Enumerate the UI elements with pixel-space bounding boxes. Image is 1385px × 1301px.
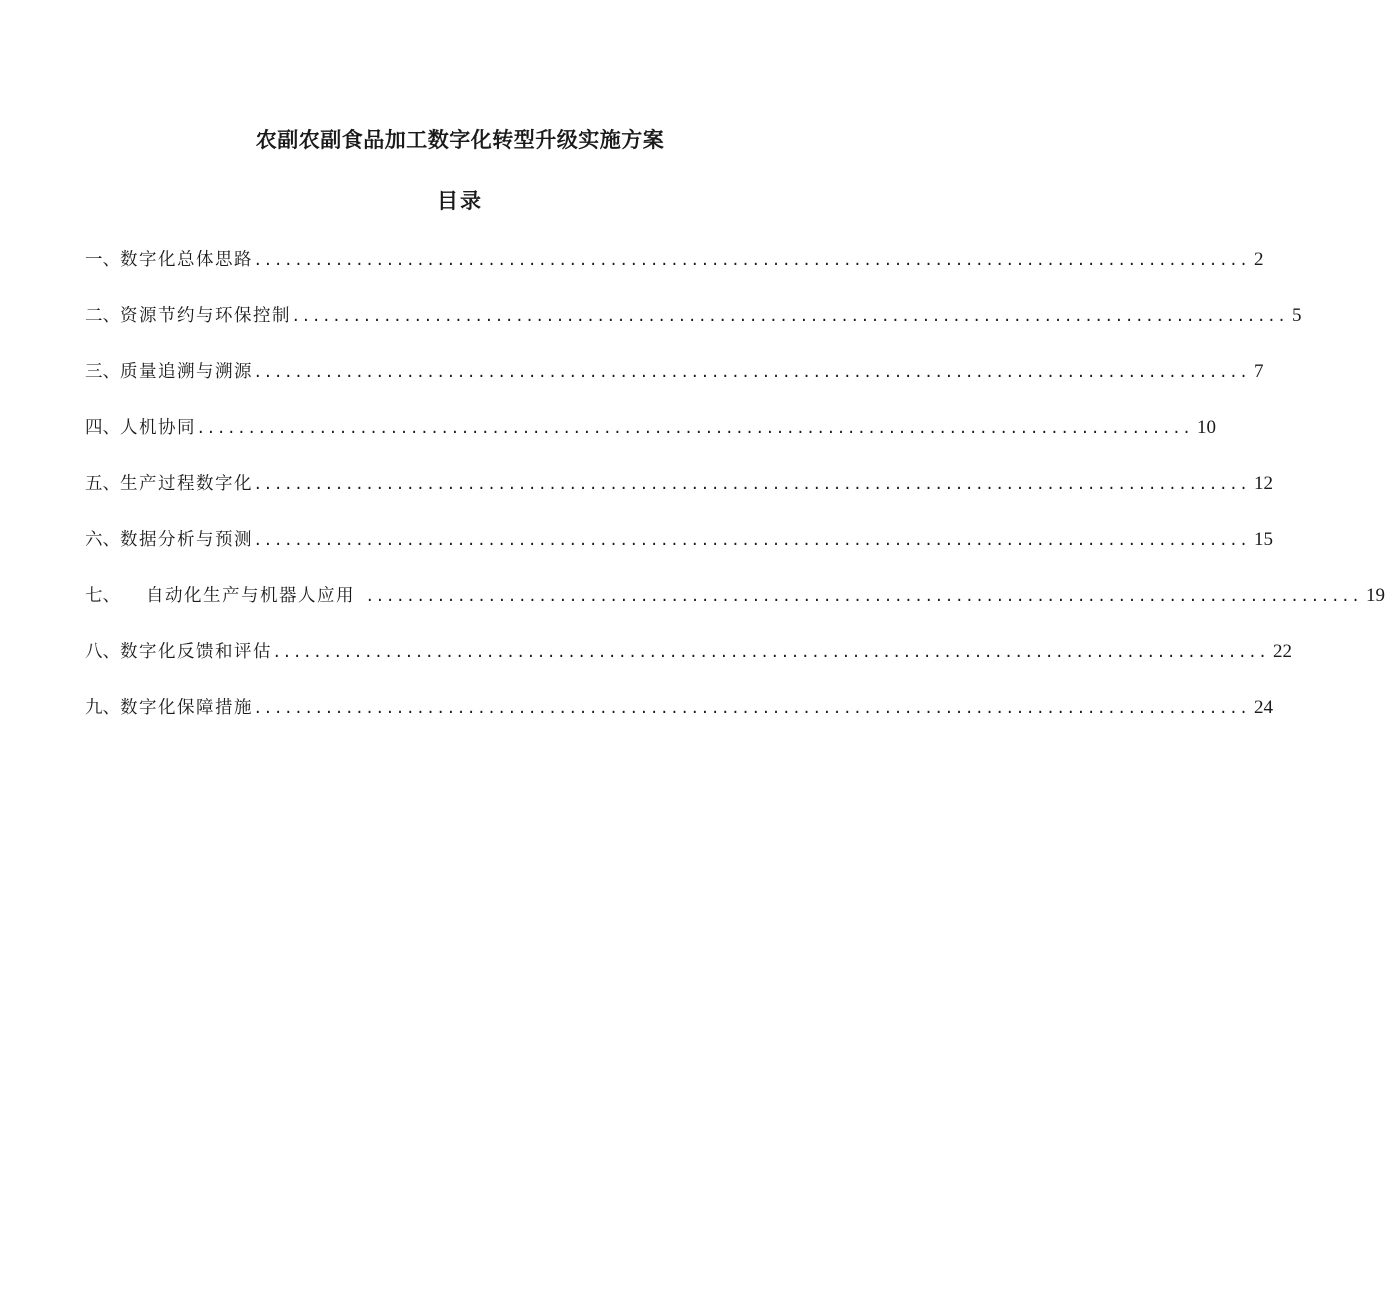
toc-entry-page: 22 [1272, 641, 1292, 662]
toc-entry-8[interactable] [85, 635, 1292, 691]
toc-dot-leader: .................................................................................................. [255, 474, 1251, 494]
toc-entry-page: 24 [1253, 697, 1273, 718]
toc-entry-page: 7 [1253, 361, 1264, 382]
toc-entry-title: 质量追溯与溯源 [120, 362, 253, 382]
toc-entry-number: 五、 [85, 474, 120, 494]
toc-entry-page: 19 [1365, 585, 1385, 606]
toc-entry-7[interactable] [85, 579, 1385, 635]
toc-entry-number: 七、 [85, 586, 120, 606]
toc-entry-title: 生产过程数字化 [120, 474, 253, 494]
toc-entry-number: 二、 [85, 306, 120, 326]
toc-dot-leader: .................................................................................................. [367, 586, 1363, 606]
toc-entry-2[interactable] [85, 299, 1302, 355]
toc-entry-number: 四、 [85, 418, 120, 438]
toc-entry-1[interactable] [85, 243, 1264, 299]
toc-dot-leader: .................................................................................................. [255, 530, 1251, 550]
toc-entry-number: 六、 [85, 530, 120, 550]
toc-entry-9[interactable] [85, 691, 1273, 747]
toc-entry-title: 资源节约与环保控制 [120, 306, 291, 326]
toc-entry-page: 15 [1253, 529, 1273, 550]
toc-entry-title: 数字化保障措施 [120, 698, 253, 718]
toc-entry-4[interactable] [85, 411, 1216, 467]
toc-entry-3[interactable] [85, 355, 1264, 411]
toc-entry-number: 八、 [85, 642, 120, 662]
toc-entry-page: 12 [1253, 473, 1273, 494]
toc-dot-leader: .................................................................................................. [255, 698, 1251, 718]
toc-entry-title: 数字化总体思路 [120, 250, 253, 270]
toc-entry-title: 人机协同 [120, 418, 196, 438]
toc-entry-number: 九、 [85, 698, 120, 718]
toc-dot-leader: .................................................................................................. [255, 250, 1251, 270]
toc-dot-leader: .................................................................................................. [274, 642, 1270, 662]
toc-dot-leader: .................................................................................................. [198, 418, 1194, 438]
toc-entry-title: 自动化生产与机器人应用 [146, 586, 355, 606]
table-of-contents [85, 243, 1385, 747]
toc-entry-title: 数字化反馈和评估 [120, 642, 272, 662]
toc-entry-page: 2 [1253, 249, 1264, 270]
toc-dot-leader: .................................................................................................. [293, 306, 1289, 326]
toc-entry-number: 三、 [85, 362, 120, 382]
toc-heading: 目录 [437, 189, 483, 213]
toc-entry-number: 一、 [85, 250, 120, 270]
toc-entry-page: 10 [1196, 417, 1216, 438]
document-title: 农副农副食品加工数字化转型升级实施方案 [255, 128, 665, 152]
toc-entry-6[interactable] [85, 523, 1273, 579]
toc-entry-title: 数据分析与预测 [120, 530, 253, 550]
toc-entry-page: 5 [1291, 305, 1302, 326]
toc-entry-5[interactable] [85, 467, 1273, 523]
toc-dot-leader: .................................................................................................. [255, 362, 1251, 382]
